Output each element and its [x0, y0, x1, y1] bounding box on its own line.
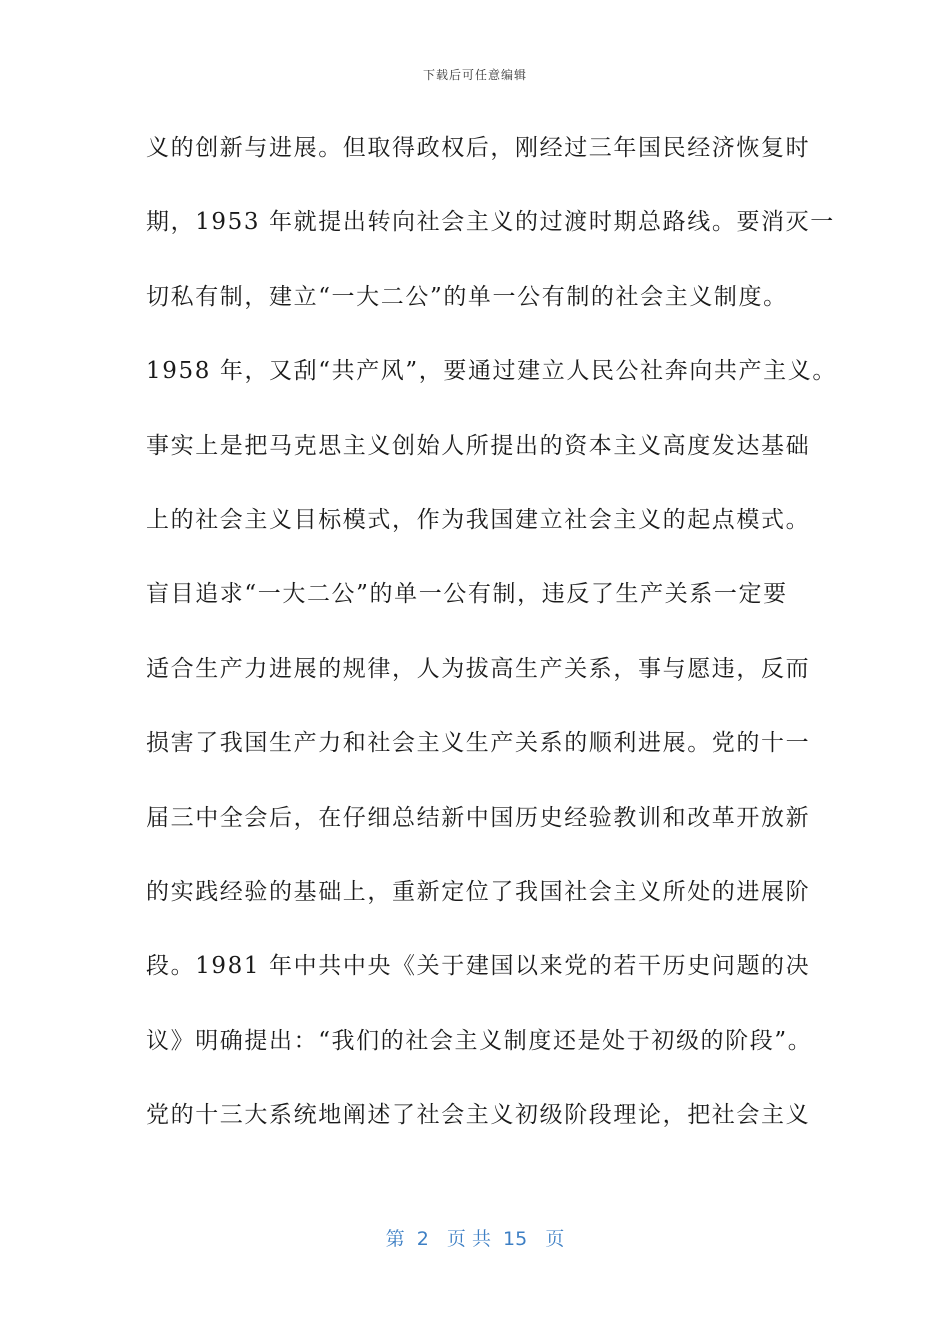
text-line: 上的社会主义目标模式，作为我国建立社会主义的起点模式。 [146, 506, 811, 533]
text-line: 损害了我国生产力和社会主义生产关系的顺利进展。党的十一 [146, 730, 811, 757]
text-line: 盲目追求“一大二公”的单一公有制，违反了生产关系一定要 [146, 581, 788, 608]
text-line: 届三中全会后，在仔细总结新中国历史经验教训和改革开放新 [146, 804, 811, 831]
text-line: 党的十三大系统地阐述了社会主义初级阶段理论，把社会主义 [146, 1102, 811, 1129]
text-line: 的实践经验的基础上，重新定位了我国社会主义所处的进展阶 [146, 878, 811, 905]
text-line: 期，1953 年就提出转向社会主义的过渡时期总路线。要消灭一 [146, 209, 835, 236]
page-number-footer: 第 2 页 共 15 页 [385, 1228, 565, 1250]
text-line: 适合生产力进展的规律，人为拔高生产关系，事与愿违，反而 [146, 655, 811, 682]
text-line: 1958 年，又刮“共产风”，要通过建立人民公社奔向共产主义。 [146, 358, 837, 385]
text-line: 切私有制，建立“一大二公”的单一公有制的社会主义制度。 [146, 283, 788, 310]
text-line: 段。1981 年中共中央《关于建国以来党的若干历史问题的决 [146, 953, 811, 980]
page-header: 下载后可任意编辑 [422, 68, 527, 82]
text-line: 事实上是把马克思主义创始人所提出的资本主义高度发达基础 [146, 432, 811, 459]
document-body [146, 128, 837, 1169]
text-line: 议》明确提出：“我们的社会主义制度还是处于初级的阶段”。 [146, 1027, 813, 1054]
text-line: 义的创新与进展。但取得政权后，刚经过三年国民经济恢复时 [146, 135, 811, 161]
